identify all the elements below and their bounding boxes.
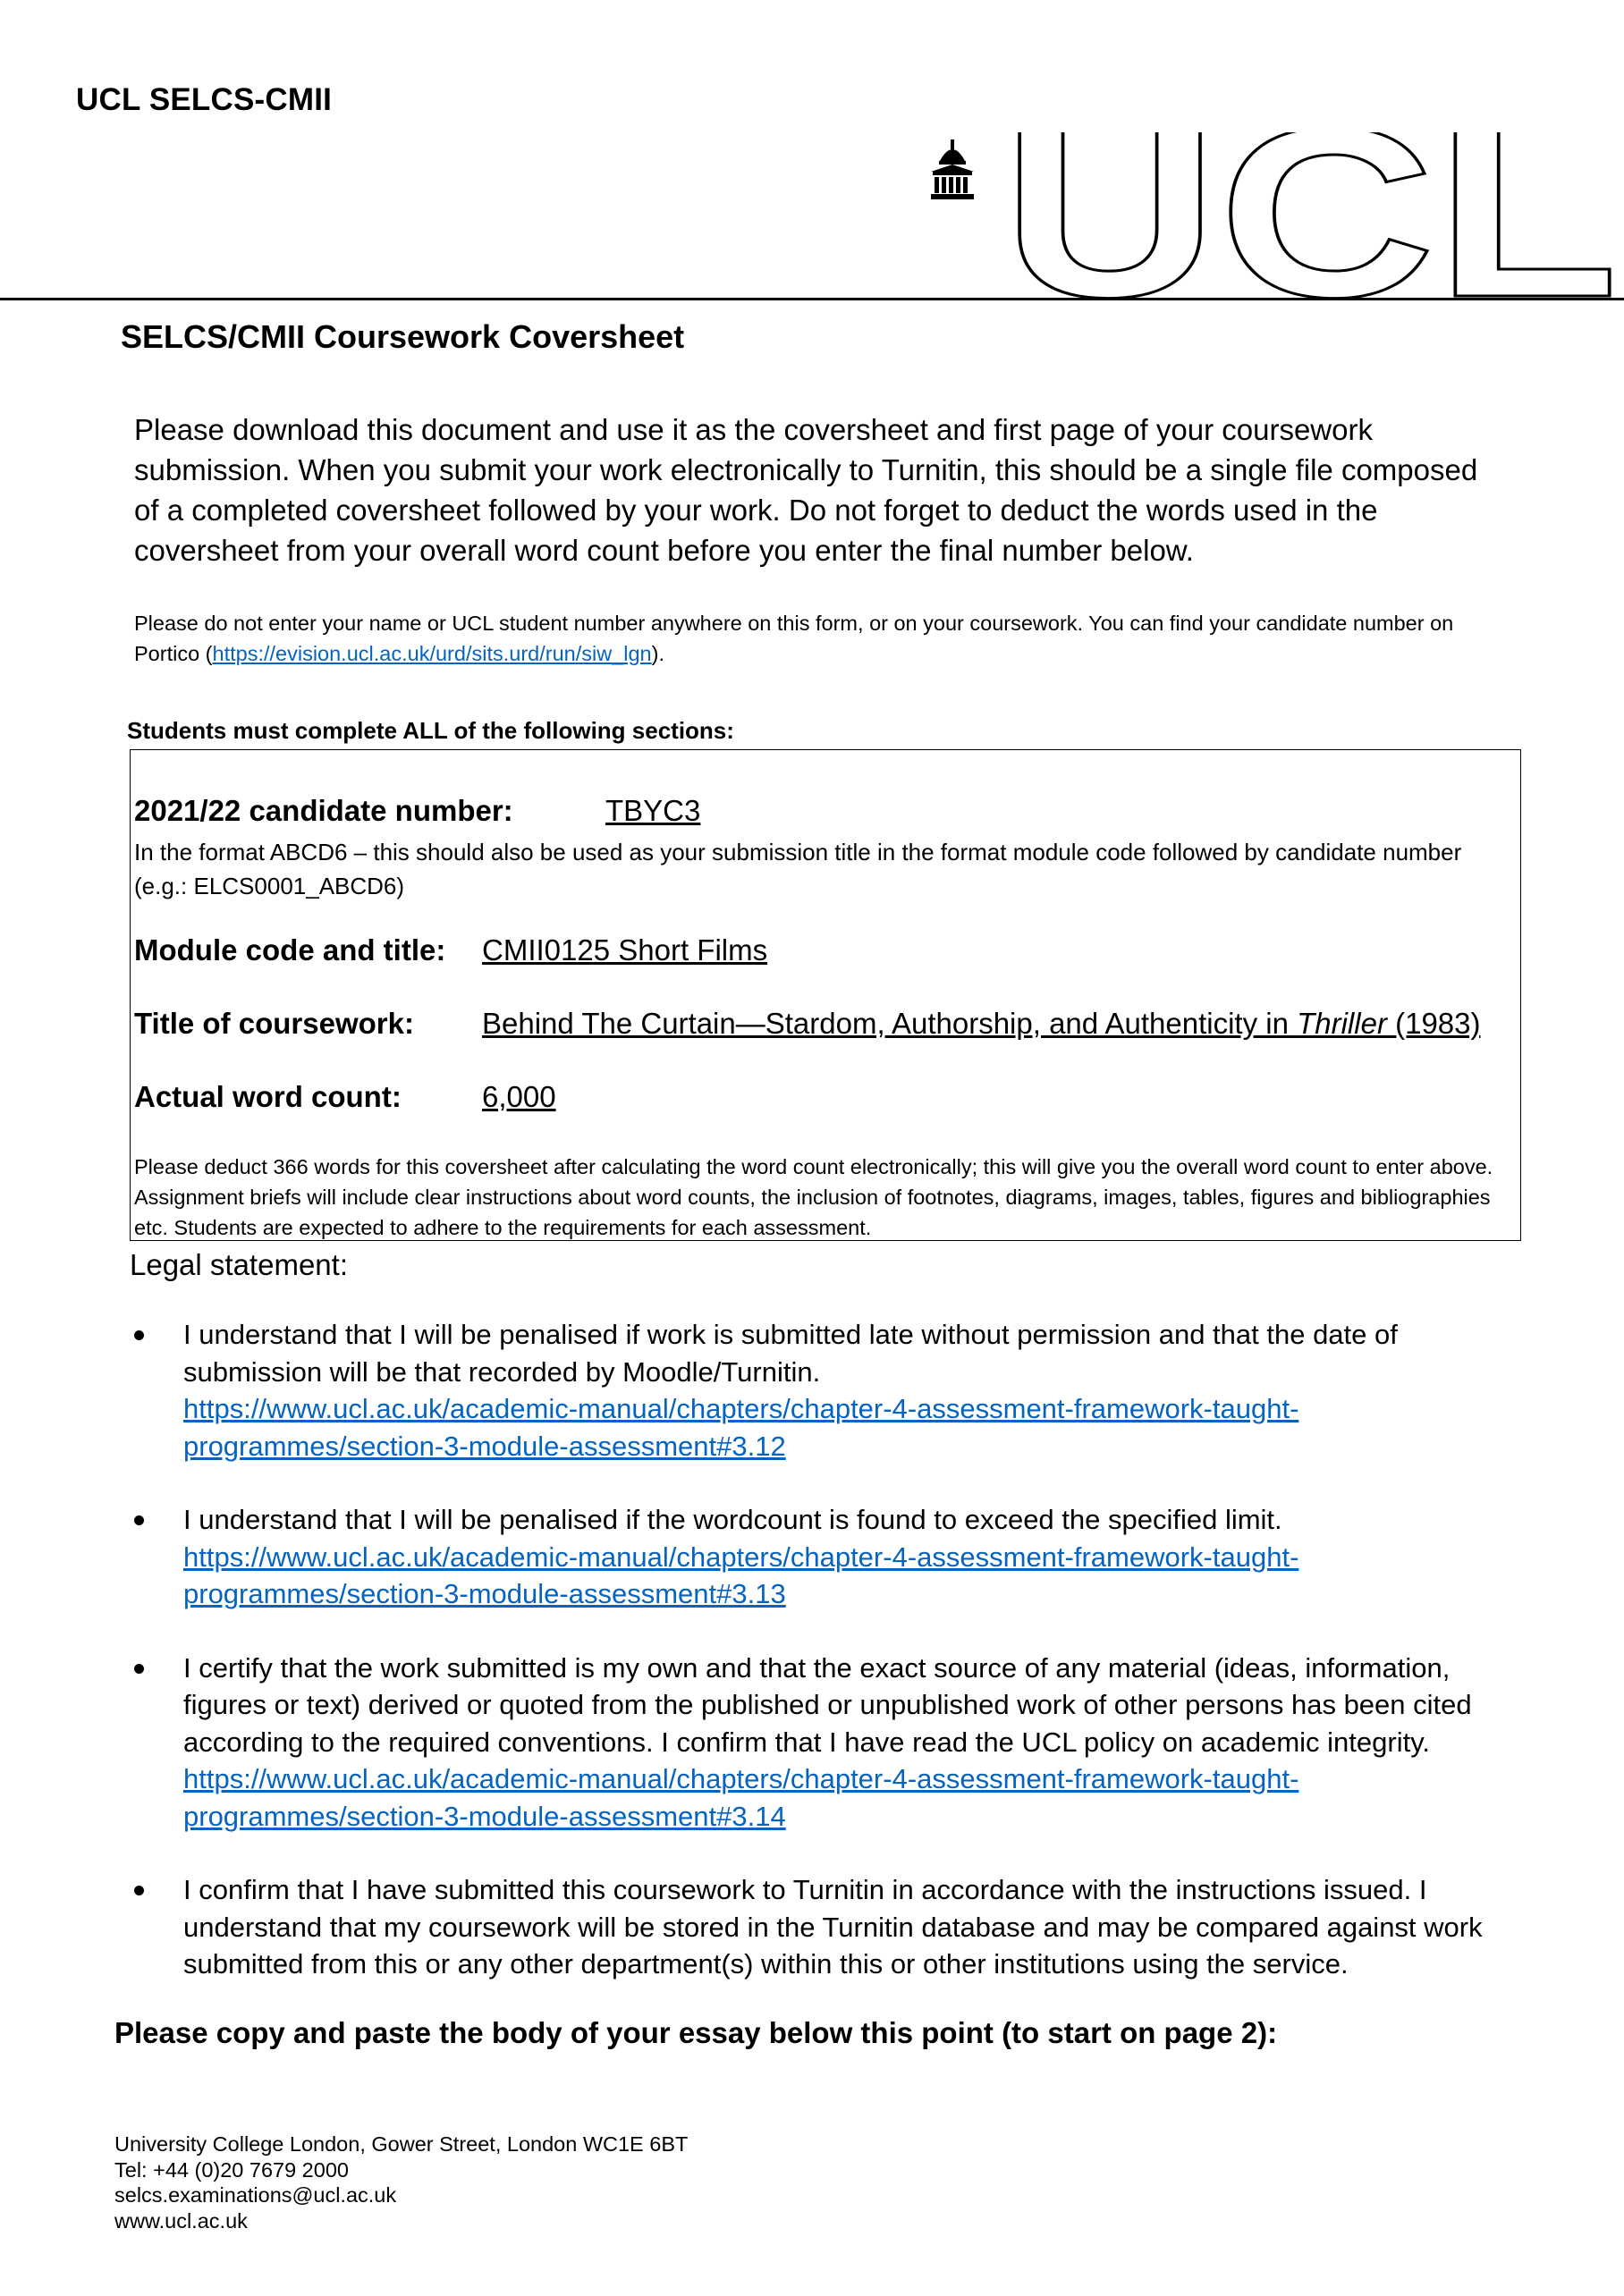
privacy-note-end: ).	[651, 642, 664, 665]
bullet-icon	[134, 1886, 144, 1895]
word-count-value[interactable]: 6,000	[482, 1080, 556, 1113]
legal-item-link-cont[interactable]: programmes/section-3-module-assessment#3.12	[183, 1430, 786, 1462]
ucl-wordmark: UCL	[1002, 132, 1619, 302]
module-label: Module code and title:	[134, 933, 446, 967]
candidate-format-note: In the format ABCD6 – this should also be used as your submission title in the format module code followed by candidate number (e.g.: ELCS0001_ABCD6)	[134, 839, 1462, 899]
footer	[114, 2131, 688, 2233]
ucl-logo-graphic	[930, 132, 1624, 302]
intro-paragraph: Please download this document and use it as the coversheet and first page of your coursework submission. When you submit your work electronically to Turnitin, this should be a single file composed of a completed coversheet followed by your work. Do not forget to deduct the words used in the coversheet from your overall word count before you enter the final number below.	[134, 413, 1478, 567]
legal-item-link-cont[interactable]: programmes/section-3-module-assessment#3.14	[183, 1800, 786, 1832]
ucl-logo	[930, 132, 1624, 307]
legal-item-text: I understand that I will be penalised if work is submitted late without permission and that the date of submission will be that recorded by Moodle/Turnitin.	[183, 1319, 1398, 1388]
page-title: SELCS/CMII Coursework Coversheet	[121, 318, 685, 355]
legal-item	[134, 1871, 1511, 1983]
legal-item-text: I certify that the work submitted is my own and that the exact source of any material (ideas, information, figures or text) derived or quoted from the published or unpublished work of other persons has been cited according to the required conventions. I confirm that I have read the UCL policy on academic integrity.	[183, 1651, 1472, 1758]
coursework-title-italic: Thriller	[1297, 1007, 1387, 1040]
bullet-icon	[134, 1664, 144, 1674]
coursework-title-label: Title of coursework:	[134, 1007, 414, 1040]
footer-web: www.ucl.ac.uk	[114, 2208, 248, 2233]
privacy-note-text: Please do not enter your name or UCL student number anywhere on this form, or on your coursework. You can find your candidate number on Portico (	[134, 612, 1454, 665]
coursework-title-text: Behind The Curtain—Stardom, Authorship, and Authenticity in	[482, 1007, 1298, 1040]
privacy-note	[134, 608, 1502, 669]
legal-item-text: I confirm that I have submitted this coursework to Turnitin in accordance with the instructions issued. I understand that my coursework will be stored in the Turnitin database and may be compared against work submitted from this or any other department(s) within this or other institutions using the service.	[183, 1874, 1483, 1979]
legal-statement-list	[134, 1316, 1511, 2020]
bullet-icon	[134, 1515, 144, 1525]
footer-tel: Tel: +44 (0)20 7679 2000	[114, 2157, 349, 2182]
sections-label: Students must complete ALL of the following sections:	[127, 717, 734, 744]
candidate-number-label: 2021/22 candidate number:	[134, 794, 513, 827]
word-count-label: Actual word count:	[134, 1080, 402, 1113]
candidate-number-value[interactable]: TBYC3	[605, 794, 701, 827]
portico-icon	[931, 139, 974, 199]
legal-item	[134, 1501, 1511, 1613]
bullet-icon	[134, 1330, 144, 1340]
legal-item	[134, 1650, 1511, 1836]
legal-item	[134, 1316, 1511, 1465]
legal-item-text: I understand that I will be penalised if the wordcount is found to exceed the specified limit.	[183, 1504, 1282, 1535]
module-value[interactable]: CMII0125 Short Films	[482, 933, 768, 967]
coursework-title-value[interactable]	[482, 1007, 1481, 1041]
deduct-note: Please deduct 366 words for this coversheet after calculating the word count electronically; this will give you the overall word count to enter above. Assignment briefs will include clear instructions about word counts, the inclusion of footnotes, diagrams, images, tables, figures and bibliographies etc. Students are expected to adhere to the requirements for each assessment.	[134, 1155, 1493, 1239]
legal-item-link[interactable]: https://www.ucl.ac.uk/academic-manual/chapters/chapter-4-assessment-framework-taught-	[183, 1393, 1299, 1424]
coursework-title-year: (1983)	[1386, 1007, 1481, 1040]
footer-address: University College London, Gower Street, London WC1E 6BT	[114, 2132, 689, 2156]
legal-item-link[interactable]: https://www.ucl.ac.uk/academic-manual/chapters/chapter-4-assessment-framework-taught-	[183, 1763, 1299, 1794]
department-header: UCL SELCS-CMII	[76, 82, 333, 117]
legal-item-link-cont[interactable]: programmes/section-3-module-assessment#3.13	[183, 1578, 786, 1609]
portico-link[interactable]: https://evision.ucl.ac.uk/urd/sits.urd/run/siw_lgn	[212, 642, 652, 665]
legal-statement-title: Legal statement:	[130, 1248, 348, 1281]
legal-item-link[interactable]: https://www.ucl.ac.uk/academic-manual/chapters/chapter-4-assessment-framework-taught-	[183, 1541, 1299, 1573]
footer-email: selcs.examinations@ucl.ac.uk	[114, 2183, 397, 2207]
paste-instruction: Please copy and paste the body of your essay below this point (to start on page 2):	[114, 2016, 1278, 2049]
